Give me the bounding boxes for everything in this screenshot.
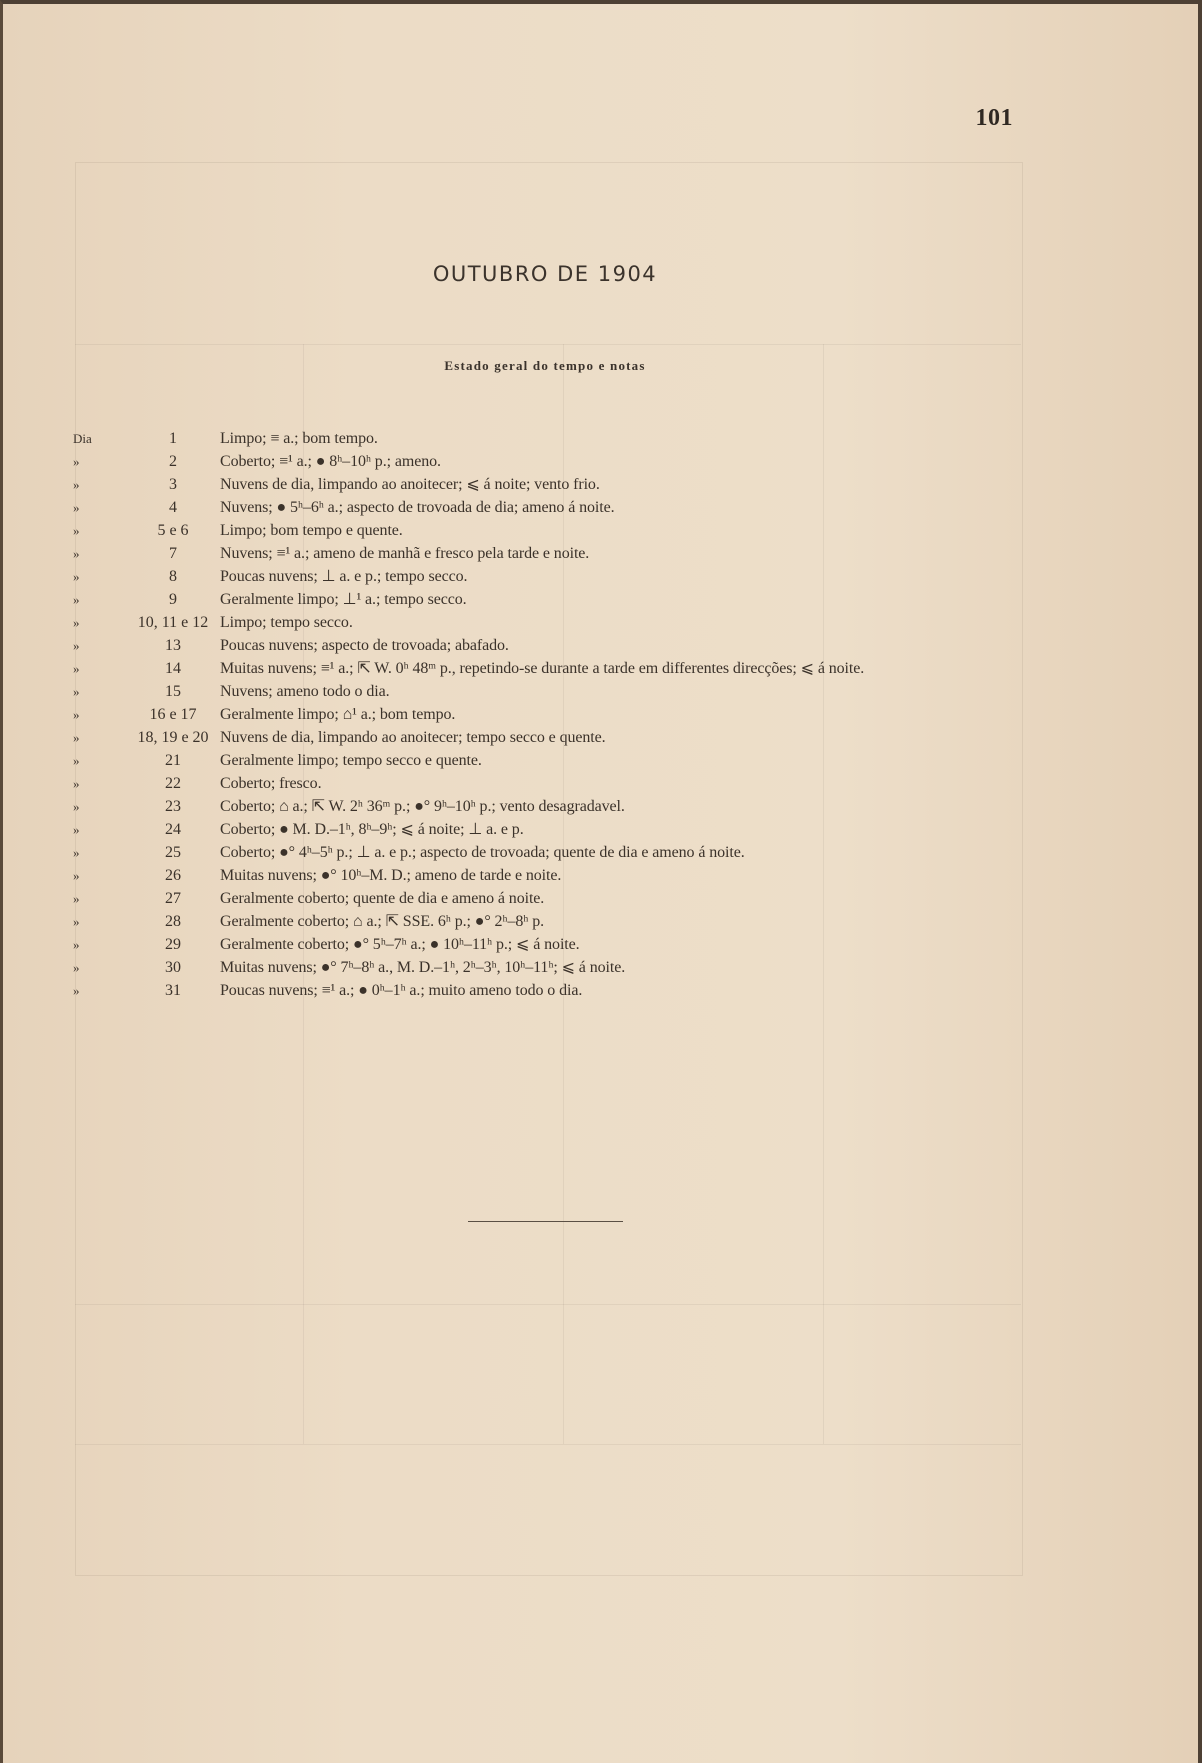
page-number: 101 [975,105,1013,131]
row-note: Coberto; fresco. [220,775,322,792]
row-day: 24 [165,821,181,838]
row-day: 7 [169,545,177,562]
list-item [73,726,1093,749]
list-item [73,450,1093,473]
row-note: Limpo; bom tempo e quente. [220,522,403,539]
row-prefix: » [73,914,80,929]
row-prefix: » [73,546,80,561]
row-note: Geralmente coberto; ●° 5ʰ–7ʰ a.; ● 10ʰ–11ʰ p.; ⩽ á noite. [220,936,580,953]
row-prefix: » [73,868,80,883]
list-item [73,588,1093,611]
row-day: 2 [169,453,177,470]
row-note: Limpo; ≡ a.; bom tempo. [220,430,378,447]
row-prefix: » [73,500,80,515]
row-day: 8 [169,568,177,585]
row-day: 29 [165,936,181,953]
section-subtitle: Estado geral do tempo e notas [444,358,646,373]
row-note: Nuvens; ameno todo o dia. [220,683,390,700]
row-day: 27 [165,890,181,907]
row-note: Geralmente coberto; quente de dia e ameno á noite. [220,890,545,907]
row-day: 23 [165,798,181,815]
list-item [73,887,1093,910]
row-prefix: » [73,454,80,469]
page-title: OUTUBRO DE 1904 [432,262,658,286]
row-note: Geralmente limpo; ⊥¹ a.; tempo secco. [220,591,467,608]
list-item [73,703,1093,726]
row-note: Nuvens; ● 5ʰ–6ʰ a.; aspecto de trovoada de dia; ameno á noite. [220,499,615,516]
row-prefix: » [73,753,80,768]
row-day: 10, 11 e 12 [137,614,209,631]
row-note: Poucas nuvens; ⊥ a. e p.; tempo secco. [220,568,468,585]
list-item [73,772,1093,795]
list-item [73,427,1093,450]
row-prefix: » [73,661,80,676]
row-day: 31 [165,982,181,999]
row-day: 5 e 6 [157,522,189,539]
list-item [73,473,1093,496]
list-item [73,542,1093,565]
row-day: 18, 19 e 20 [137,729,209,746]
row-note: Geralmente limpo; ⌂¹ a.; bom tempo. [220,706,456,723]
show-through-line [75,1444,1021,1445]
row-prefix: » [73,707,80,722]
row-day: 26 [165,867,181,884]
row-note: Geralmente coberto; ⌂ a.; ⇱ SSE. 6ʰ p.; ●° 2ʰ–8ʰ p. [220,913,545,930]
row-prefix: » [73,891,80,906]
row-day: 3 [169,476,177,493]
row-note: Muitas nuvens; ●° 7ʰ–8ʰ a., M. D.–1ʰ, 2ʰ–3ʰ, 10ʰ–11ʰ; ⩽ á noite. [220,959,626,976]
row-prefix: » [73,960,80,975]
list-item [73,657,1093,680]
section-divider [468,1221,623,1222]
row-day: 28 [165,913,181,930]
row-prefix: Dia [73,431,92,446]
row-prefix: » [73,983,80,998]
row-prefix: » [73,615,80,630]
row-day: 1 [169,430,177,447]
row-note: Nuvens; ≡¹ a.; ameno de manhã e fresco pela tarde e noite. [220,545,590,562]
row-day: 9 [169,591,177,608]
list-item [73,749,1093,772]
row-day: 13 [165,637,181,654]
list-item [73,795,1093,818]
row-day: 14 [165,660,181,677]
list-item [73,864,1093,887]
list-item [73,519,1093,542]
row-note: Geralmente limpo; tempo secco e quente. [220,752,482,769]
list-item [73,496,1093,519]
row-prefix: » [73,776,80,791]
row-prefix: » [73,523,80,538]
row-prefix: » [73,592,80,607]
row-note: Coberto; ●° 4ʰ–5ʰ p.; ⊥ a. e p.; aspecto de trovoada; quente de dia e ameno á noite. [220,844,745,861]
row-prefix: » [73,845,80,860]
list-item [73,841,1093,864]
row-note: Limpo; tempo secco. [220,614,353,631]
list-item [73,680,1093,703]
show-through-line [75,344,1021,345]
row-prefix: » [73,477,80,492]
row-prefix: » [73,684,80,699]
list-item [73,611,1093,634]
row-prefix: » [73,799,80,814]
row-day: 25 [165,844,181,861]
row-note: Coberto; ⌂ a.; ⇱ W. 2ʰ 36ᵐ p.; ●° 9ʰ–10ʰ p.; vento desagradavel. [220,798,625,815]
row-prefix: » [73,937,80,952]
row-prefix: » [73,822,80,837]
row-day: 21 [165,752,181,769]
row-note: Poucas nuvens; aspecto de trovoada; abafado. [220,637,509,654]
list-item [73,634,1093,657]
row-note: Coberto; ≡¹ a.; ● 8ʰ–10ʰ p.; ameno. [220,453,441,470]
row-day: 30 [165,959,181,976]
row-prefix: » [73,730,80,745]
row-note: Nuvens de dia, limpando ao anoitecer; tempo secco e quente. [220,729,606,746]
row-day: 15 [165,683,181,700]
list-item [73,565,1093,588]
row-day: 4 [169,499,177,516]
row-day: 16 e 17 [149,706,197,723]
list-item [73,956,1093,979]
list-item [73,933,1093,956]
row-day: 22 [165,775,181,792]
row-note: Poucas nuvens; ≡¹ a.; ● 0ʰ–1ʰ a.; muito ameno todo o dia. [220,982,583,999]
row-note: Coberto; ● M. D.–1ʰ, 8ʰ–9ʰ; ⩽ á noite; ⊥ a. e p. [220,821,524,838]
row-prefix: » [73,569,80,584]
row-note: Nuvens de dia, limpando ao anoitecer; ⩽ á noite; vento frio. [220,476,600,493]
show-through-line [75,1304,1021,1305]
list-item [73,910,1093,933]
list-item [73,818,1093,841]
list-item [73,979,1093,1002]
row-note: Muitas nuvens; ●° 10ʰ–M. D.; ameno de tarde e noite. [220,867,562,884]
row-note: Muitas nuvens; ≡¹ a.; ⇱ W. 0ʰ 48ᵐ p., repetindo-se durante a tarde em differentes direcções; ⩽ á noite. [220,660,865,677]
row-prefix: » [73,638,80,653]
weather-notes-list [73,427,1093,1002]
